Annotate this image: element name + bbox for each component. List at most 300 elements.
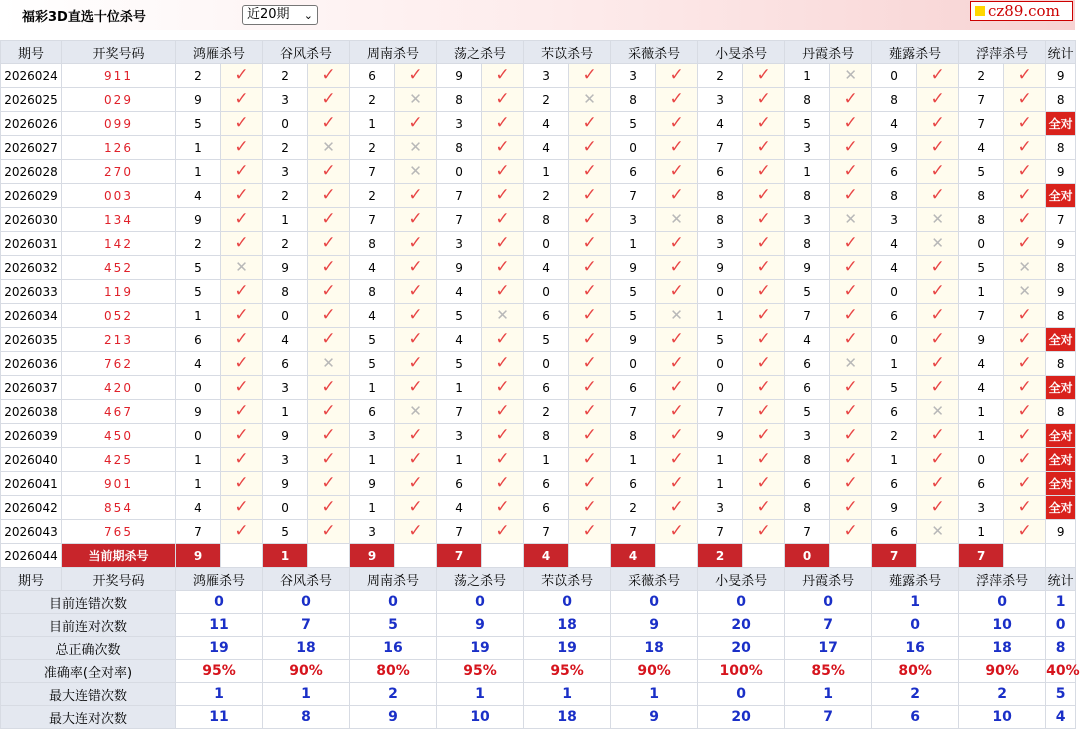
result-mark [308, 160, 350, 184]
check-icon: ✓ [843, 137, 858, 157]
kill-number: 5 [176, 112, 221, 136]
draw-number: 854 [62, 496, 176, 520]
kill-number: 7 [437, 400, 482, 424]
summary-value: 0 [698, 683, 785, 706]
result-mark [221, 496, 263, 520]
result-mark [308, 352, 350, 376]
header-expert: 芣苡杀号 [524, 41, 611, 64]
check-icon: ✓ [495, 521, 510, 541]
draw-number: 134 [62, 208, 176, 232]
kill-number: 7 [611, 400, 656, 424]
kill-number: 7 [350, 160, 395, 184]
period-cell: 2026043 [1, 520, 62, 544]
result-mark [569, 88, 611, 112]
check-icon: ✓ [669, 137, 684, 157]
kill-number: 1 [350, 112, 395, 136]
check-icon: ✓ [495, 233, 510, 253]
check-icon: ✓ [843, 329, 858, 349]
result-mark [569, 184, 611, 208]
current-kill-spacer [1004, 544, 1046, 568]
kill-number: 4 [437, 280, 482, 304]
cross-icon: ✕ [931, 234, 944, 252]
kill-number: 8 [524, 424, 569, 448]
kill-number: 6 [959, 472, 1004, 496]
summary-value: 7 [785, 614, 872, 637]
check-icon: ✓ [495, 257, 510, 277]
kill-number: 0 [176, 424, 221, 448]
current-stat-spacer [1046, 544, 1076, 568]
kill-number: 2 [263, 184, 308, 208]
summary-value: 0 [350, 591, 437, 614]
check-icon: ✓ [495, 425, 510, 445]
check-icon: ✓ [234, 233, 249, 253]
kill-number: 7 [785, 520, 830, 544]
result-mark [743, 472, 785, 496]
summary-stat: 40% [1046, 660, 1076, 683]
period-cell: 2026035 [1, 328, 62, 352]
kill-number: 9 [611, 328, 656, 352]
result-mark [743, 64, 785, 88]
result-mark [482, 256, 524, 280]
table-row [1, 280, 1076, 304]
result-mark [917, 472, 959, 496]
result-mark [656, 88, 698, 112]
summary-value: 0 [785, 591, 872, 614]
header-expert: 小旻杀号 [698, 41, 785, 64]
check-icon: ✓ [582, 497, 597, 517]
header-expert: 谷风杀号 [263, 568, 350, 591]
check-icon: ✓ [843, 281, 858, 301]
stat-count: 7 [1046, 208, 1076, 232]
kill-number: 1 [959, 424, 1004, 448]
summary-value: 11 [176, 614, 263, 637]
draw-number: 126 [62, 136, 176, 160]
kill-number: 0 [959, 448, 1004, 472]
summary-value: 19 [437, 637, 524, 660]
check-icon: ✓ [495, 377, 510, 397]
result-mark [743, 400, 785, 424]
summary-value: 7 [263, 614, 350, 637]
summary-value: 100% [698, 660, 785, 683]
check-icon: ✓ [321, 473, 336, 493]
result-mark [1004, 424, 1046, 448]
check-icon: ✓ [843, 497, 858, 517]
check-icon: ✓ [1017, 401, 1032, 421]
kill-number: 4 [437, 496, 482, 520]
check-icon: ✓ [321, 233, 336, 253]
check-icon: ✓ [669, 473, 684, 493]
result-mark [221, 520, 263, 544]
kill-number: 7 [437, 184, 482, 208]
summary-value: 90% [611, 660, 698, 683]
summary-value: 1 [785, 683, 872, 706]
result-mark [656, 520, 698, 544]
header-expert: 薤露杀号 [872, 41, 959, 64]
header-expert: 采薇杀号 [611, 41, 698, 64]
result-mark [482, 352, 524, 376]
kill-number: 4 [524, 112, 569, 136]
check-icon: ✓ [408, 377, 423, 397]
check-icon: ✓ [408, 521, 423, 541]
kill-number: 8 [785, 496, 830, 520]
kill-number: 8 [611, 424, 656, 448]
result-mark [1004, 88, 1046, 112]
result-mark [1004, 400, 1046, 424]
check-icon: ✓ [582, 281, 597, 301]
kill-number: 7 [785, 304, 830, 328]
check-icon: ✓ [321, 65, 336, 85]
result-mark [482, 280, 524, 304]
check-icon: ✓ [669, 257, 684, 277]
kill-number: 5 [350, 352, 395, 376]
current-kill-spacer [395, 544, 437, 568]
check-icon: ✓ [582, 401, 597, 421]
result-mark [743, 328, 785, 352]
check-icon: ✓ [756, 65, 771, 85]
summary-value: 17 [785, 637, 872, 660]
result-mark [830, 376, 872, 400]
draw-number: 452 [62, 256, 176, 280]
result-mark [917, 232, 959, 256]
cross-icon: ✕ [670, 210, 683, 228]
result-mark [221, 256, 263, 280]
result-mark [656, 472, 698, 496]
result-mark [830, 184, 872, 208]
table-row [1, 328, 1076, 352]
check-icon: ✓ [495, 449, 510, 469]
kill-number: 8 [263, 280, 308, 304]
kill-number: 1 [263, 400, 308, 424]
result-mark [830, 64, 872, 88]
result-mark [308, 304, 350, 328]
result-mark [395, 472, 437, 496]
kill-number: 2 [176, 232, 221, 256]
kill-number: 6 [872, 520, 917, 544]
result-mark [569, 304, 611, 328]
summary-value: 5 [350, 614, 437, 637]
current-kill-number: 7 [872, 544, 917, 568]
result-mark [569, 496, 611, 520]
result-mark [308, 136, 350, 160]
table-header-row [1, 568, 1076, 591]
stat-count: 8 [1046, 352, 1076, 376]
header-expert: 浮萍杀号 [959, 568, 1046, 591]
check-icon: ✓ [843, 521, 858, 541]
result-mark [221, 136, 263, 160]
summary-value: 18 [959, 637, 1046, 660]
check-icon: ✓ [930, 137, 945, 157]
table-row [1, 184, 1076, 208]
cross-icon: ✕ [496, 306, 509, 324]
period-cell: 2026033 [1, 280, 62, 304]
result-mark [917, 160, 959, 184]
result-mark [395, 280, 437, 304]
check-icon: ✓ [582, 377, 597, 397]
result-mark [569, 352, 611, 376]
summary-label: 总正确次数 [1, 637, 176, 660]
check-icon: ✓ [234, 425, 249, 445]
summary-value: 20 [698, 706, 785, 729]
kill-number: 5 [437, 352, 482, 376]
check-icon: ✓ [930, 353, 945, 373]
kill-number: 7 [959, 88, 1004, 112]
period-select[interactable] [242, 5, 318, 25]
summary-value: 0 [959, 591, 1046, 614]
result-mark [482, 208, 524, 232]
kill-number: 9 [350, 472, 395, 496]
kill-number: 8 [350, 280, 395, 304]
kill-number: 3 [263, 160, 308, 184]
table-row [1, 376, 1076, 400]
check-icon: ✓ [234, 185, 249, 205]
kill-number: 3 [263, 88, 308, 112]
kill-number: 7 [698, 136, 743, 160]
kill-number: 7 [437, 208, 482, 232]
kill-number: 3 [785, 424, 830, 448]
result-mark [308, 184, 350, 208]
kill-number: 7 [611, 184, 656, 208]
check-icon: ✓ [669, 113, 684, 133]
header-expert: 芣苡杀号 [524, 568, 611, 591]
check-icon: ✓ [756, 329, 771, 349]
result-mark [395, 256, 437, 280]
result-mark [830, 160, 872, 184]
period-cell: 2026028 [1, 160, 62, 184]
cross-icon: ✕ [844, 66, 857, 84]
check-icon: ✓ [1017, 209, 1032, 229]
kill-number: 1 [698, 448, 743, 472]
kill-number: 2 [176, 64, 221, 88]
check-icon: ✓ [321, 449, 336, 469]
result-mark [656, 280, 698, 304]
stat-count: 8 [1046, 256, 1076, 280]
table-row [1, 352, 1076, 376]
check-icon: ✓ [408, 305, 423, 325]
result-mark [1004, 184, 1046, 208]
check-icon: ✓ [1017, 65, 1032, 85]
kill-number: 1 [437, 376, 482, 400]
kill-number: 6 [524, 496, 569, 520]
result-mark [830, 352, 872, 376]
result-mark [221, 64, 263, 88]
period-select-value: 近20期 [247, 7, 290, 22]
kill-number: 2 [263, 64, 308, 88]
result-mark [656, 304, 698, 328]
result-mark [308, 448, 350, 472]
current-kill-number: 4 [611, 544, 656, 568]
check-icon: ✓ [669, 233, 684, 253]
check-icon: ✓ [495, 473, 510, 493]
kill-number: 9 [263, 424, 308, 448]
result-mark [1004, 232, 1046, 256]
check-icon: ✓ [408, 329, 423, 349]
table-row [1, 448, 1076, 472]
kill-number: 7 [524, 520, 569, 544]
result-mark [917, 448, 959, 472]
summary-stat: 1 [1046, 591, 1076, 614]
result-mark [221, 472, 263, 496]
kill-number: 1 [872, 352, 917, 376]
result-mark [395, 328, 437, 352]
kill-number: 0 [524, 280, 569, 304]
kill-number: 4 [437, 328, 482, 352]
period-cell: 2026044 [1, 544, 62, 568]
result-mark [743, 160, 785, 184]
header-expert: 薤露杀号 [872, 568, 959, 591]
cross-icon: ✕ [322, 138, 335, 156]
summary-value: 90% [959, 660, 1046, 683]
kill-number: 6 [437, 472, 482, 496]
check-icon: ✓ [234, 521, 249, 541]
table-row [1, 520, 1076, 544]
summary-value: 80% [872, 660, 959, 683]
period-cell: 2026038 [1, 400, 62, 424]
kill-number: 5 [176, 256, 221, 280]
check-icon: ✓ [234, 161, 249, 181]
result-mark [308, 328, 350, 352]
result-mark [830, 448, 872, 472]
result-mark [1004, 520, 1046, 544]
check-icon: ✓ [669, 449, 684, 469]
kill-number: 0 [524, 352, 569, 376]
cross-icon: ✕ [583, 90, 596, 108]
result-mark [830, 136, 872, 160]
check-icon: ✓ [843, 401, 858, 421]
check-icon: ✓ [756, 113, 771, 133]
result-mark [308, 400, 350, 424]
table-row [1, 136, 1076, 160]
kill-number: 5 [785, 112, 830, 136]
result-mark [1004, 352, 1046, 376]
header-expert: 浮萍杀号 [959, 41, 1046, 64]
result-mark [569, 136, 611, 160]
check-icon: ✓ [408, 497, 423, 517]
current-kill-label: 当前期杀号 [62, 544, 176, 568]
kill-number: 2 [524, 184, 569, 208]
cross-icon: ✕ [670, 306, 683, 324]
result-mark [917, 112, 959, 136]
check-icon: ✓ [1017, 353, 1032, 373]
chevron-down-icon: ⌄ [303, 9, 313, 22]
summary-row [1, 706, 1076, 729]
result-mark [221, 304, 263, 328]
summary-value: 19 [176, 637, 263, 660]
check-icon: ✓ [756, 521, 771, 541]
result-mark [917, 64, 959, 88]
header-expert: 荡之杀号 [437, 568, 524, 591]
check-icon: ✓ [408, 425, 423, 445]
summary-value: 80% [350, 660, 437, 683]
check-icon: ✓ [582, 449, 597, 469]
kill-number: 6 [872, 400, 917, 424]
result-mark [743, 280, 785, 304]
kill-number: 0 [176, 376, 221, 400]
result-mark [917, 520, 959, 544]
kill-number: 1 [437, 448, 482, 472]
result-mark [743, 208, 785, 232]
check-icon: ✓ [234, 113, 249, 133]
check-icon: ✓ [756, 137, 771, 157]
kill-number: 9 [263, 256, 308, 280]
logo-square-icon [975, 6, 985, 16]
check-icon: ✓ [1017, 473, 1032, 493]
result-mark [569, 112, 611, 136]
check-icon: ✓ [321, 113, 336, 133]
result-mark [569, 160, 611, 184]
check-icon: ✓ [843, 257, 858, 277]
check-icon: ✓ [321, 161, 336, 181]
result-mark [482, 496, 524, 520]
kill-number: 5 [785, 280, 830, 304]
result-mark [221, 424, 263, 448]
kill-number: 0 [611, 136, 656, 160]
summary-value: 1 [611, 683, 698, 706]
result-mark [917, 376, 959, 400]
check-icon: ✓ [582, 233, 597, 253]
all-correct-badge: 全对 [1046, 328, 1076, 352]
header-expert: 小旻杀号 [698, 568, 785, 591]
summary-value: 18 [524, 706, 611, 729]
result-mark [1004, 304, 1046, 328]
cross-icon: ✕ [409, 90, 422, 108]
check-icon: ✓ [582, 209, 597, 229]
kill-number: 6 [611, 160, 656, 184]
kill-number: 6 [176, 328, 221, 352]
kill-number: 4 [959, 352, 1004, 376]
result-mark [221, 328, 263, 352]
kill-number: 1 [176, 160, 221, 184]
check-icon: ✓ [930, 281, 945, 301]
check-icon: ✓ [582, 113, 597, 133]
check-icon: ✓ [495, 353, 510, 373]
result-mark [830, 520, 872, 544]
header-draw: 开奖号码 [62, 568, 176, 591]
check-icon: ✓ [1017, 377, 1032, 397]
check-icon: ✓ [321, 497, 336, 517]
check-icon: ✓ [582, 329, 597, 349]
site-logo[interactable] [970, 1, 1073, 21]
check-icon: ✓ [1017, 521, 1032, 541]
kill-number: 1 [263, 208, 308, 232]
result-mark [395, 304, 437, 328]
kill-number: 8 [698, 208, 743, 232]
kill-number: 9 [176, 88, 221, 112]
kill-number: 1 [350, 496, 395, 520]
check-icon: ✓ [321, 425, 336, 445]
cross-icon: ✕ [931, 522, 944, 540]
kill-number: 1 [698, 304, 743, 328]
summary-value: 20 [698, 637, 785, 660]
check-icon: ✓ [1017, 137, 1032, 157]
check-icon: ✓ [582, 257, 597, 277]
kill-number: 6 [350, 400, 395, 424]
check-icon: ✓ [495, 137, 510, 157]
kill-number: 9 [263, 472, 308, 496]
check-icon: ✓ [582, 185, 597, 205]
check-icon: ✓ [1017, 425, 1032, 445]
table-row [1, 112, 1076, 136]
result-mark [1004, 472, 1046, 496]
check-icon: ✓ [843, 113, 858, 133]
summary-value: 1 [524, 683, 611, 706]
result-mark [830, 472, 872, 496]
result-mark [308, 496, 350, 520]
check-icon: ✓ [234, 305, 249, 325]
summary-value: 9 [611, 614, 698, 637]
summary-stat: 0 [1046, 614, 1076, 637]
kill-number: 4 [350, 304, 395, 328]
period-cell: 2026029 [1, 184, 62, 208]
